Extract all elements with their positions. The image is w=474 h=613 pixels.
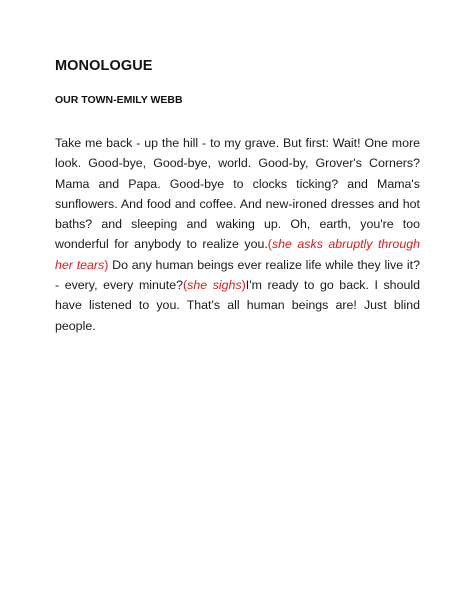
- stage-direction-2-close: ): [241, 278, 246, 293]
- monologue-text: [55, 133, 420, 336]
- page-subtitle: OUR TOWN-EMILY WEBB: [55, 94, 183, 106]
- stage-direction-1-close: ): [104, 257, 109, 272]
- stage-direction-2-open: (: [183, 278, 188, 293]
- monologue-part-3: I'm ready to go back. I should have listened to you. That's all human beings are! Just blind people.: [55, 278, 421, 333]
- page-title: MONOLOGUE: [55, 58, 153, 74]
- monologue-part-2: Do any human beings ever realize life while they live it? - every, every minute?: [55, 257, 420, 293]
- stage-direction-2: she sighs: [187, 278, 242, 293]
- stage-direction-1-open: (: [267, 237, 272, 252]
- stage-direction-1: she asks abruptly through her tears: [55, 237, 421, 272]
- monologue-part-1: Take me back - up the hill - to my grave. But first: Wait! One more look. Good-bye, Good-bye, world. Good-by, Grover's Corners? Mama and Papa. Good-bye to clocks ticking? and Mama's sunflowers. And food and coffee. And new-ironed dresses and hot baths? and sleeping and waking up. Oh, earth, you're too wonderful for anybody to realize you.: [55, 136, 420, 252]
